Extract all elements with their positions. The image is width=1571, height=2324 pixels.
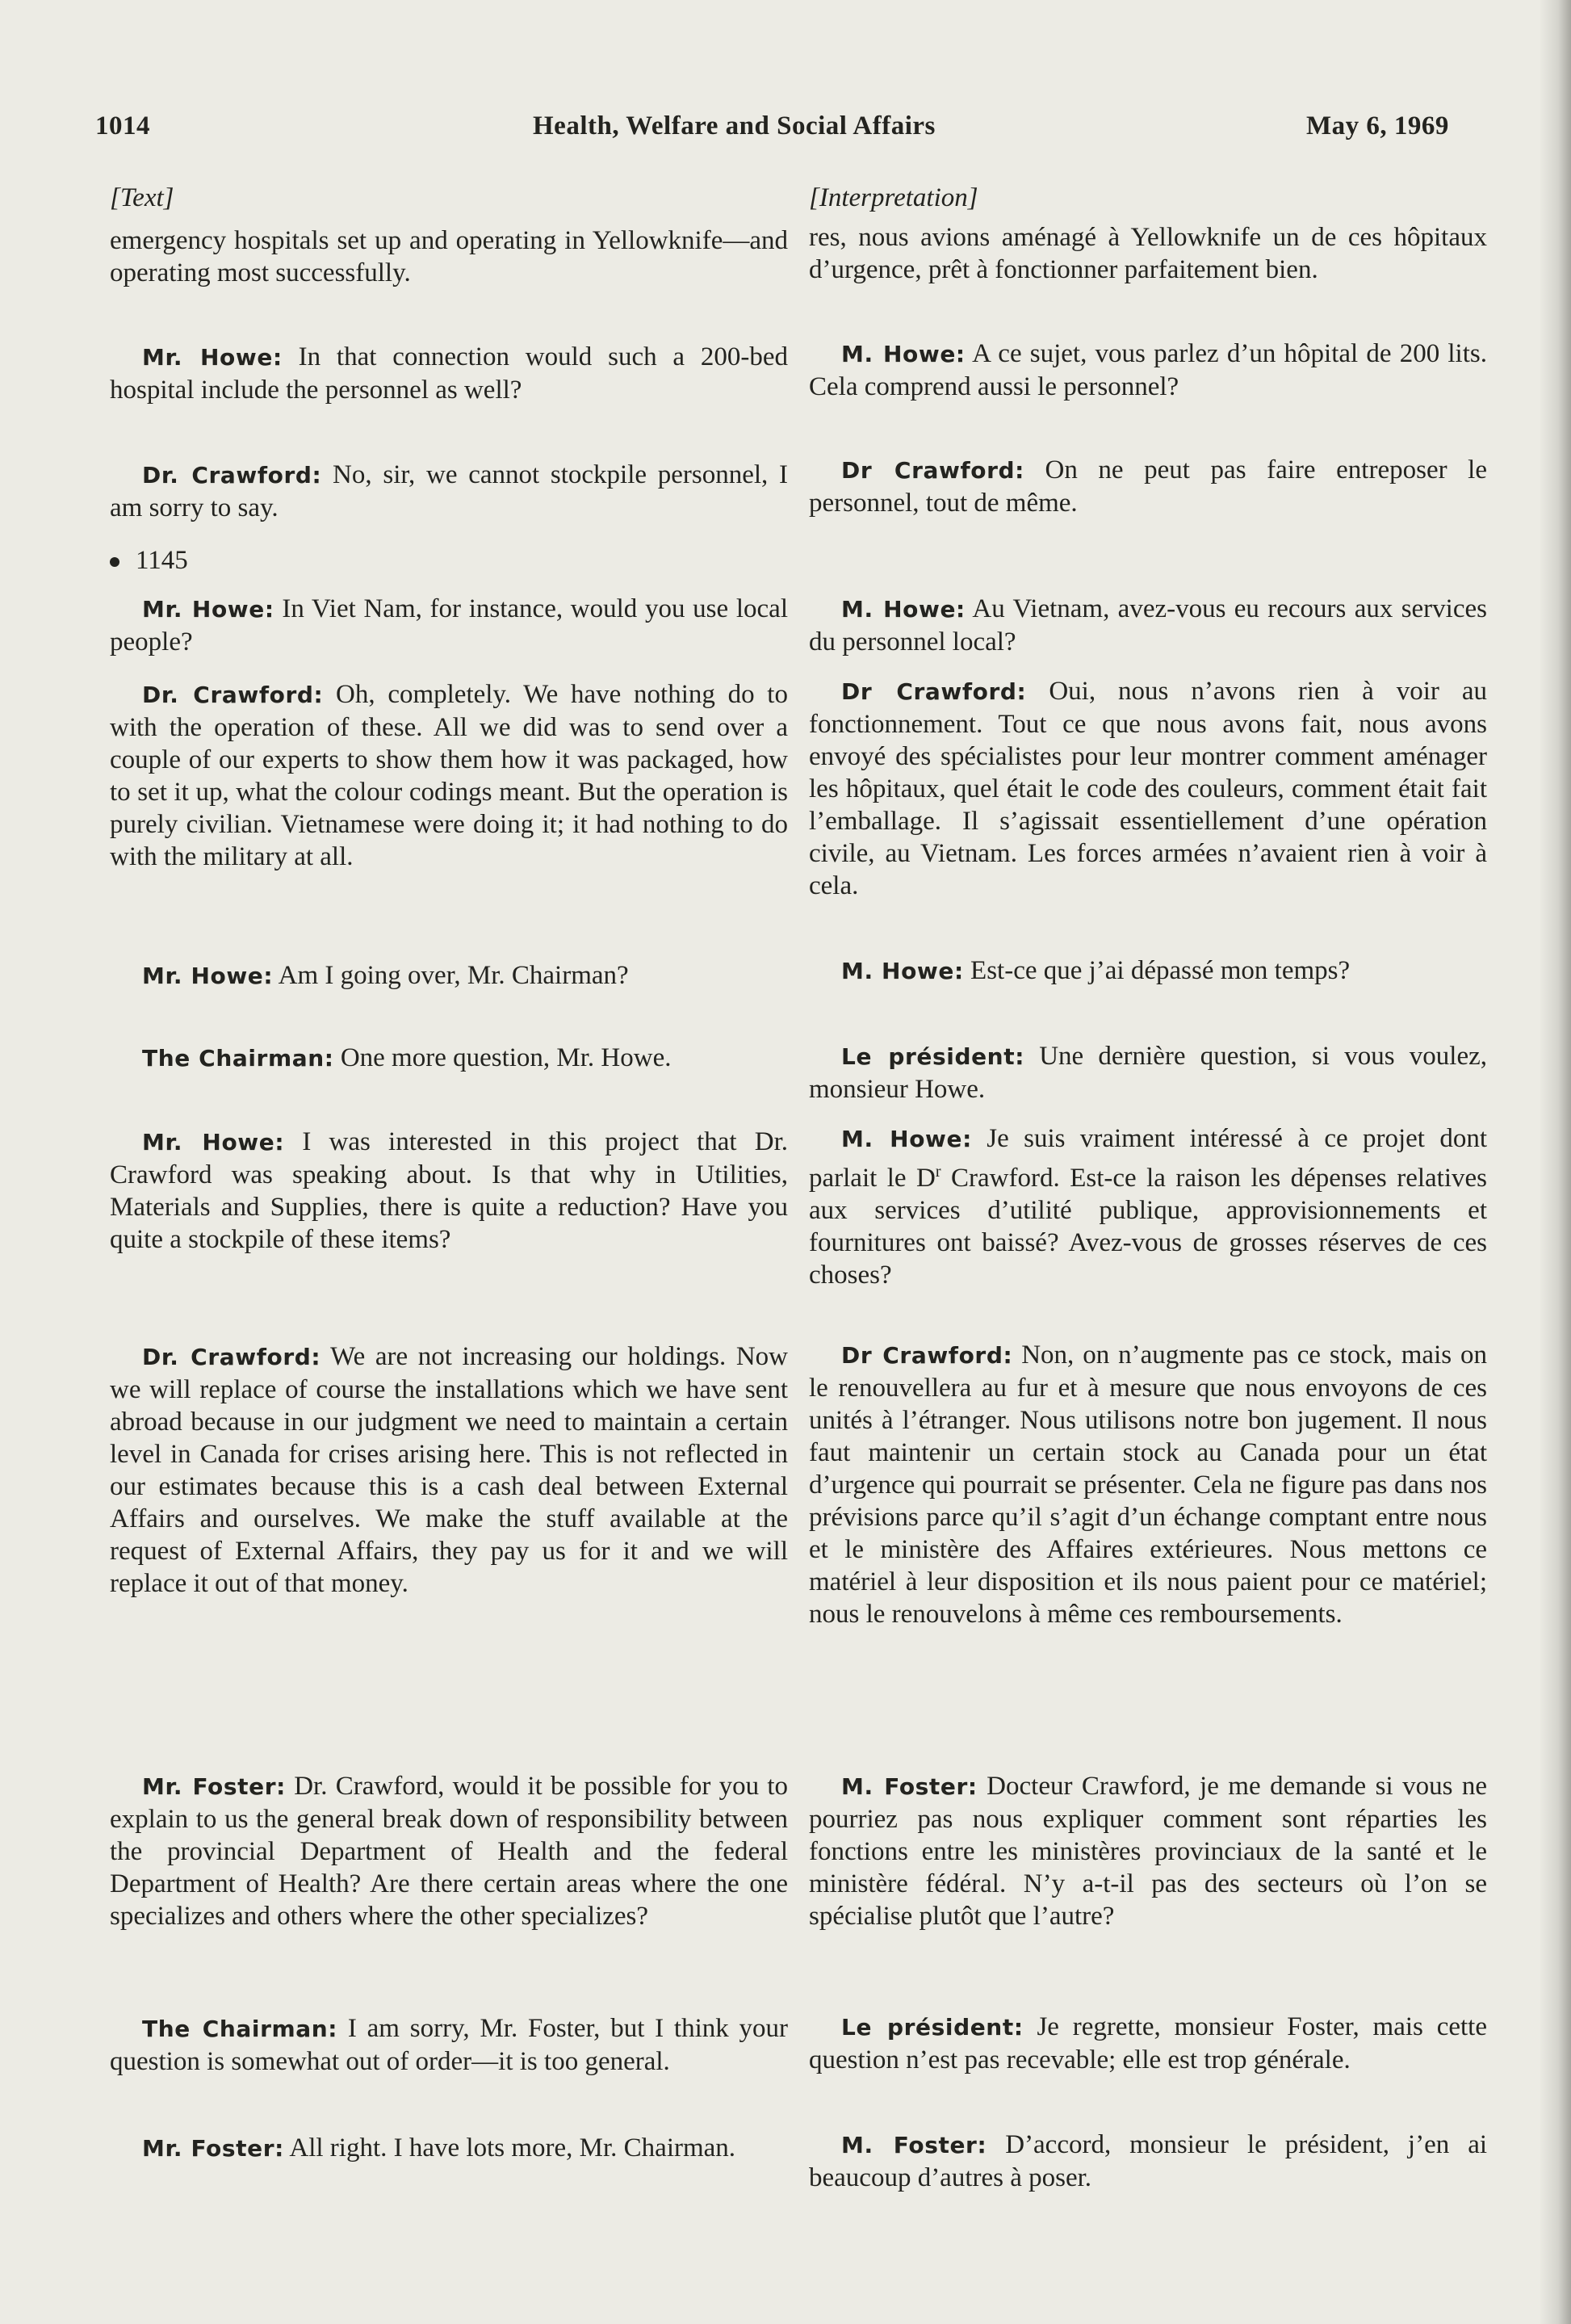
english-column (110, 179, 789, 2162)
paragraph-text: emergency hospitals set up and operating in Yellowknife—and operating most successfully. (110, 226, 788, 287)
speech-paragraph (110, 1770, 788, 1932)
page-edge-shadow (1539, 0, 1571, 2324)
speech-text: D’accord, monsieur le président, j’en ai beaucoup d’autres à poser. (809, 2130, 1488, 2192)
speech-text-end: Crawford. Est-ce la raison les dépenses relatives aux services d’utilité publique, approvisionnements et fournitures ont baissé? Avez-vous de grosses réserves de ces choses? (809, 1164, 1487, 1290)
speaker-name: M. Howe: (841, 596, 966, 623)
paragraph-text: res, nous avions aménagé à Yellowknife un de ces hôpitaux d’urgence, prêt à fonctionner parfaitement bien. (809, 223, 1487, 284)
paragraph (110, 224, 788, 289)
page-number: 1014 (95, 111, 150, 141)
speech-text: Docteur Crawford, je me demande si vous ne pourriez pas nous expliquer comment sont réparties les fonctions entre les ministères provinciaux de la santé et le ministère fédéral. N’y a-t-il pas des secteurs où l’on se spécialise plutôt que l’autre? (809, 1772, 1488, 1931)
speaker-name: The Chairman: (142, 2016, 338, 2042)
speaker-name: M. Howe: (841, 1126, 972, 1152)
speech-text: No, sir, we cannot stockpile personnel, I am sorry to say. (110, 460, 788, 522)
speech-text: On ne peut pas faire entreposer le personnel, tout de même. (809, 455, 1487, 518)
speech-paragraph (809, 2011, 1487, 2076)
speech-paragraph (110, 2012, 788, 2078)
speech-paragraph (809, 1122, 1487, 1291)
speaker-name: Dr Crawford: (841, 1342, 1013, 1369)
speaker-name: Le président: (841, 1043, 1024, 1070)
speaker-name: M. Foster: (841, 2132, 987, 2158)
bullet-icon (110, 557, 119, 567)
speech-paragraph (809, 593, 1487, 658)
speech-paragraph (110, 678, 788, 873)
speaker-name: Dr Crawford: (841, 457, 1024, 484)
speaker-name: Dr. Crawford: (142, 462, 322, 489)
time-marker (110, 544, 788, 577)
header-date: May 6, 1969 (1306, 111, 1449, 141)
speech-text: In Viet Nam, for instance, would you use local people? (110, 594, 788, 657)
speech-paragraph (110, 341, 788, 406)
speaker-name: Mr. Howe: (142, 963, 274, 989)
speech-paragraph (809, 1040, 1487, 1105)
superscript-abbreviation: r (935, 1163, 941, 1181)
speech-text: In that connection would such a 200-bed hospital include the personnel as well? (110, 342, 789, 405)
speech-paragraph (809, 1770, 1487, 1932)
speech-text: All right. I have lots more, Mr. Chairman. (289, 2133, 736, 2162)
speaker-name: Mr. Howe: (142, 596, 274, 623)
speaker-name: Dr. Crawford: (142, 682, 324, 708)
speech-text: I am sorry, Mr. Foster, but I think your question is somewhat out of order—it is too general. (110, 2014, 789, 2076)
speaker-name: The Chairman: (142, 1045, 334, 1072)
speaker-name: Mr. Foster: (142, 1773, 286, 1800)
speech-paragraph (809, 954, 1487, 988)
speech-paragraph (110, 1042, 788, 1075)
speech-text-start: Je suis vraiment intéressé à ce projet dont parlait le D (809, 1124, 1487, 1193)
speech-text: One more question, Mr. Howe. (340, 1043, 672, 1072)
column-heading-interpretation: [Interpretation] (809, 183, 978, 212)
running-title: Health, Welfare and Social Affairs (533, 111, 936, 141)
speech-paragraph (110, 1126, 788, 1256)
speech-paragraph (809, 2129, 1487, 2194)
speaker-name: Mr. Howe: (142, 344, 283, 371)
speech-text: Dr. Crawford, would it be possible for you to explain to us the general break down of responsibility between the provincial Department of Health and the federal Department of Health? Are there certain areas where the one specializes and others where the other specializes? (110, 1772, 789, 1931)
speech-paragraph (110, 593, 788, 658)
column-heading-text: [Text] (110, 183, 174, 212)
speech-paragraph (110, 2132, 788, 2165)
speaker-name: Mr. Howe: (142, 1129, 285, 1156)
speaker-name: Dr. Crawford: (142, 1344, 321, 1370)
speech-text: A ce sujet, vous parlez d’un hôpital de 200 lits. Cela comprend aussi le personnel? (809, 339, 1487, 401)
speech-text: Une dernière question, si vous voulez, monsieur Howe. (809, 1042, 1487, 1104)
speech-paragraph (809, 338, 1487, 403)
speech-paragraph (110, 459, 788, 524)
speech-paragraph (809, 675, 1487, 902)
speech-text: Am I going over, Mr. Chairman? (278, 961, 629, 990)
running-header (0, 111, 1571, 152)
speaker-name: Mr. Foster: (142, 2135, 284, 2162)
speaker-name: M. Foster: (841, 1773, 978, 1800)
speech-text: Je regrette, monsieur Foster, mais cette question n’est pas recevable; elle est trop générale. (809, 2012, 1487, 2074)
speech-paragraph (110, 959, 788, 992)
speech-text: Oui, nous n’avons rien à voir au fonctionnement. Tout ce que nous avons fait, nous avons envoyé des spécialistes pour leur montrer comment aménager les hôpitaux, quel était le code des couleurs, comment était fait l’emballage. Il s’agissait essentiellement d’une opération civile, au Vietnam. Les forces armées n’avaient rien à voir à cela. (809, 677, 1488, 900)
speaker-name: Dr Crawford: (841, 678, 1027, 705)
speech-paragraph (809, 1339, 1487, 1630)
time-marker-text: 1145 (136, 546, 188, 575)
speech-text: Oh, completely. We have nothing do to with the operation of these. All we did was to send over a couple of our experts to show them how it was packaged, how to set it up, what the colour codings meant. But the operation is purely civilian. Vietnamese were doing it; it had nothing to do with the military at all. (110, 680, 788, 871)
speaker-name: Le président: (841, 2014, 1024, 2041)
speech-text: Au Vietnam, avez-vous eu recours aux services du personnel local? (809, 594, 1487, 657)
speaker-name: M. Howe: (841, 341, 966, 367)
speech-text: Est-ce que j’ai dépassé mon temps? (970, 956, 1351, 985)
speech-paragraph (809, 454, 1487, 519)
speech-text: Non, on n’augmente pas ce stock, mais on le renouvellera au fur et à mesure que nous envoyons de ces unités à l’étranger. Nous utilisons notre bon jugement. Il nous faut maintenir un certain stock au Canada pour un état d’urgence qui pourrait se présenter. Cela ne figure pas dans nos prévisions parce qu’il s’agit d’un échange comptant entre nous et le ministère des Affaires extérieures. Nous mettons ce matériel à leur disposition et ils nous paient pour ce matériel; nous le renouvelons à même ces remboursements. (809, 1340, 1487, 1629)
french-column (809, 179, 1488, 2192)
speaker-name: M. Howe: (841, 958, 964, 984)
speech-text: We are not increasing our holdings. Now we will replace of course the installations which we have sent abroad because in our judgment we need to maintain a certain level in Canada for crises arising here. This is not reflected in our estimates because this is a cash deal between External Affairs and ourselves. We make the stuff available at the request of External Affairs, they pay us for it and we will replace it out of that money. (110, 1342, 788, 1598)
speech-paragraph (110, 1340, 788, 1600)
speech-text: I was interested in this project that Dr. Crawford was speaking about. Is that why in Utilities, Materials and Supplies, there is quite a reduction? Have you quite a stockpile of these items? (110, 1127, 788, 1254)
paragraph (809, 221, 1487, 286)
